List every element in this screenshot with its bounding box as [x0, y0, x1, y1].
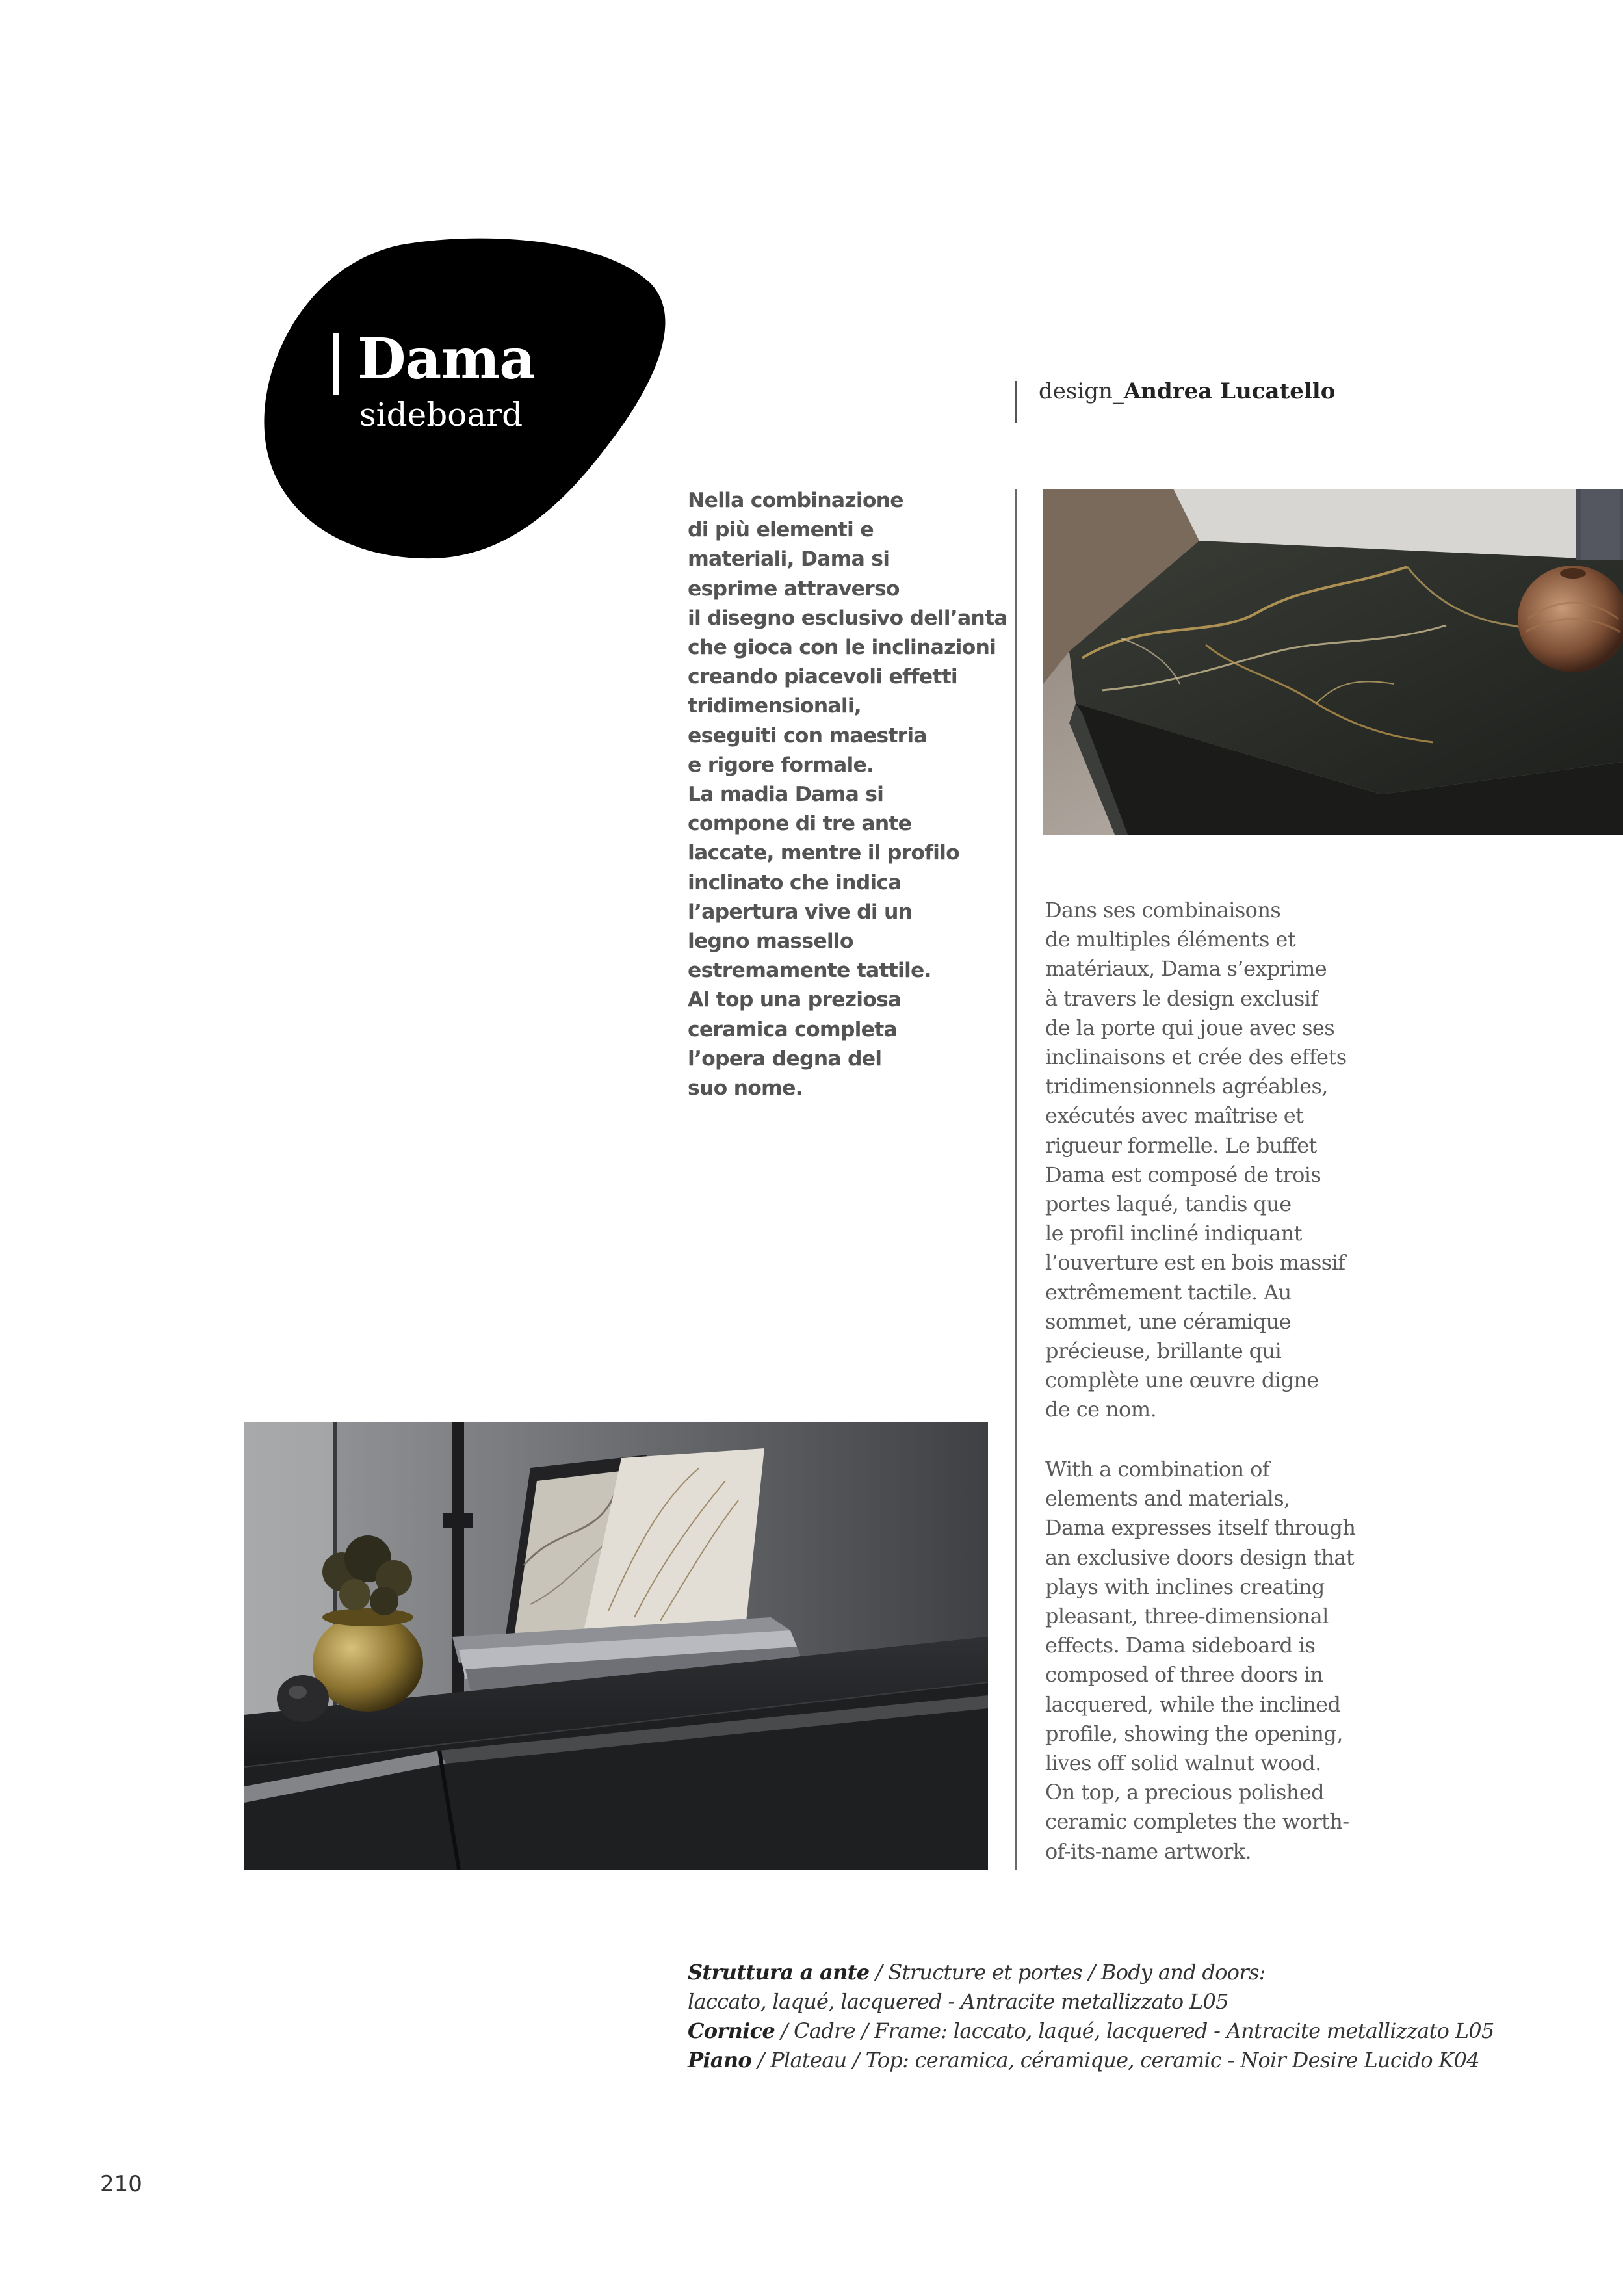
- fr-line: extrêmement tactile. Au: [1045, 1279, 1292, 1305]
- spec-line: [688, 2046, 1598, 2075]
- spec-value: / Plateau / Top: ceramica, céramique, ceramic - Noir Desire Lucido K04: [751, 2048, 1479, 2072]
- fr-line: sommet, une céramique: [1045, 1309, 1292, 1334]
- it-line: laccate, mentre il profilo: [688, 841, 959, 865]
- spec-label: Struttura a ante: [688, 1960, 870, 1985]
- column-divider: [1015, 489, 1017, 1870]
- en-line: plays with inclines creating: [1045, 1574, 1325, 1599]
- en-line: of-its-name artwork.: [1045, 1838, 1252, 1864]
- it-line: materiali, Dama si: [688, 547, 890, 571]
- fr-line: exécutés avec maîtrise et: [1045, 1103, 1304, 1128]
- en-line: On top, a precious polished: [1045, 1780, 1325, 1805]
- fr-line: rigueur formelle. Le buffet: [1045, 1132, 1317, 1158]
- fr-line: l’ouverture est en bois massif: [1045, 1250, 1345, 1275]
- it-line: che gioca con le inclinazioni: [688, 636, 996, 660]
- fr-line: portes laqué, tandis que: [1045, 1192, 1292, 1217]
- title-divider: [333, 333, 339, 395]
- page-number: 210: [100, 2171, 142, 2197]
- it-line: legno massello: [688, 930, 853, 954]
- page-title: Dama: [357, 326, 536, 392]
- french-description: [1045, 896, 1383, 1425]
- it-line: e rigore formale.: [688, 753, 874, 777]
- en-line: profile, showing the opening,: [1045, 1721, 1343, 1746]
- marble-top-photo: [1043, 489, 1623, 835]
- it-line: Nella combinazione: [688, 489, 903, 512]
- it-line: eseguiti con maestria: [688, 724, 927, 748]
- spec-value: / Structure et portes / Body and doors:: [869, 1960, 1266, 1985]
- page-subtitle: sideboard: [359, 396, 523, 434]
- designer-credit: [1039, 377, 1335, 406]
- italian-description: [688, 486, 1006, 1103]
- designer-name: Andrea Lucatello: [1123, 378, 1336, 404]
- en-line: lives off solid walnut wood.: [1045, 1751, 1321, 1776]
- english-description: [1045, 1455, 1383, 1866]
- fr-line: de ce nom.: [1045, 1397, 1157, 1422]
- spec-label: Cornice: [688, 2018, 775, 2043]
- en-line: Dama expresses itself through: [1045, 1515, 1356, 1541]
- it-line: creando piacevoli effetti: [688, 665, 957, 689]
- fr-line: tridimensionnels agréables,: [1045, 1074, 1328, 1099]
- en-line: With a combination of: [1045, 1457, 1270, 1481]
- it-line: di più elementi e: [688, 518, 874, 542]
- it-line: l’opera degna del: [688, 1047, 882, 1071]
- material-specs: [688, 1958, 1598, 2075]
- fr-line: Dama est composé de trois: [1045, 1162, 1321, 1187]
- spec-value: / Cadre / Frame: laccato, laqué, lacquered - Antracite metallizzato L05: [775, 2018, 1494, 2043]
- it-line: suo nome.: [688, 1076, 803, 1101]
- it-line: compone di tre ante: [688, 812, 912, 836]
- en-line: lacquered, while the inclined: [1045, 1691, 1341, 1717]
- design-prefix: design_: [1039, 378, 1124, 404]
- fr-line: à travers le design exclusif: [1045, 985, 1318, 1011]
- spec-line: laccato, laqué, lacquered - Antracite metallizzato L05: [688, 1989, 1228, 2014]
- spec-label: Piano: [688, 2048, 752, 2072]
- en-line: composed of three doors in: [1045, 1662, 1323, 1688]
- fr-line: le profil incliné indiquant: [1045, 1221, 1302, 1246]
- it-line: inclinato che indica: [688, 870, 902, 894]
- spec-line: [688, 1958, 1598, 1987]
- it-line: esprime attraverso: [688, 577, 900, 601]
- en-line: elements and materials,: [1045, 1486, 1290, 1511]
- fr-line: complète une œuvre digne: [1045, 1368, 1319, 1393]
- en-line: pleasant, three-dimensional: [1045, 1604, 1329, 1629]
- it-line: estremamente tattile.: [688, 959, 931, 983]
- fr-line: matériaux, Dama s’exprime: [1045, 956, 1327, 982]
- fr-line: précieuse, brillante qui: [1045, 1338, 1282, 1364]
- en-line: ceramic completes the worth-: [1045, 1809, 1349, 1834]
- it-line: Al top una preziosa: [688, 988, 902, 1012]
- fr-line: inclinaisons et crée des effets: [1045, 1045, 1347, 1070]
- credit-divider: [1015, 381, 1017, 423]
- it-line: ceramica completa: [688, 1017, 897, 1041]
- fr-line: de multiples éléments et: [1045, 927, 1295, 952]
- fr-line: de la porte qui joue avec ses: [1045, 1015, 1335, 1040]
- en-line: effects. Dama sideboard is: [1045, 1633, 1316, 1658]
- it-line: il disegno esclusivo dell’anta: [688, 606, 1007, 630]
- it-line: La madia Dama si: [688, 783, 884, 807]
- it-line: tridimensionali,: [688, 694, 861, 718]
- spec-line: [688, 2016, 1598, 2046]
- en-line: an exclusive doors design that: [1045, 1545, 1355, 1570]
- it-line: l’apertura vive di un: [688, 900, 913, 924]
- fr-line: Dans ses combinaisons: [1045, 898, 1281, 922]
- sideboard-photo: [244, 1422, 988, 1870]
